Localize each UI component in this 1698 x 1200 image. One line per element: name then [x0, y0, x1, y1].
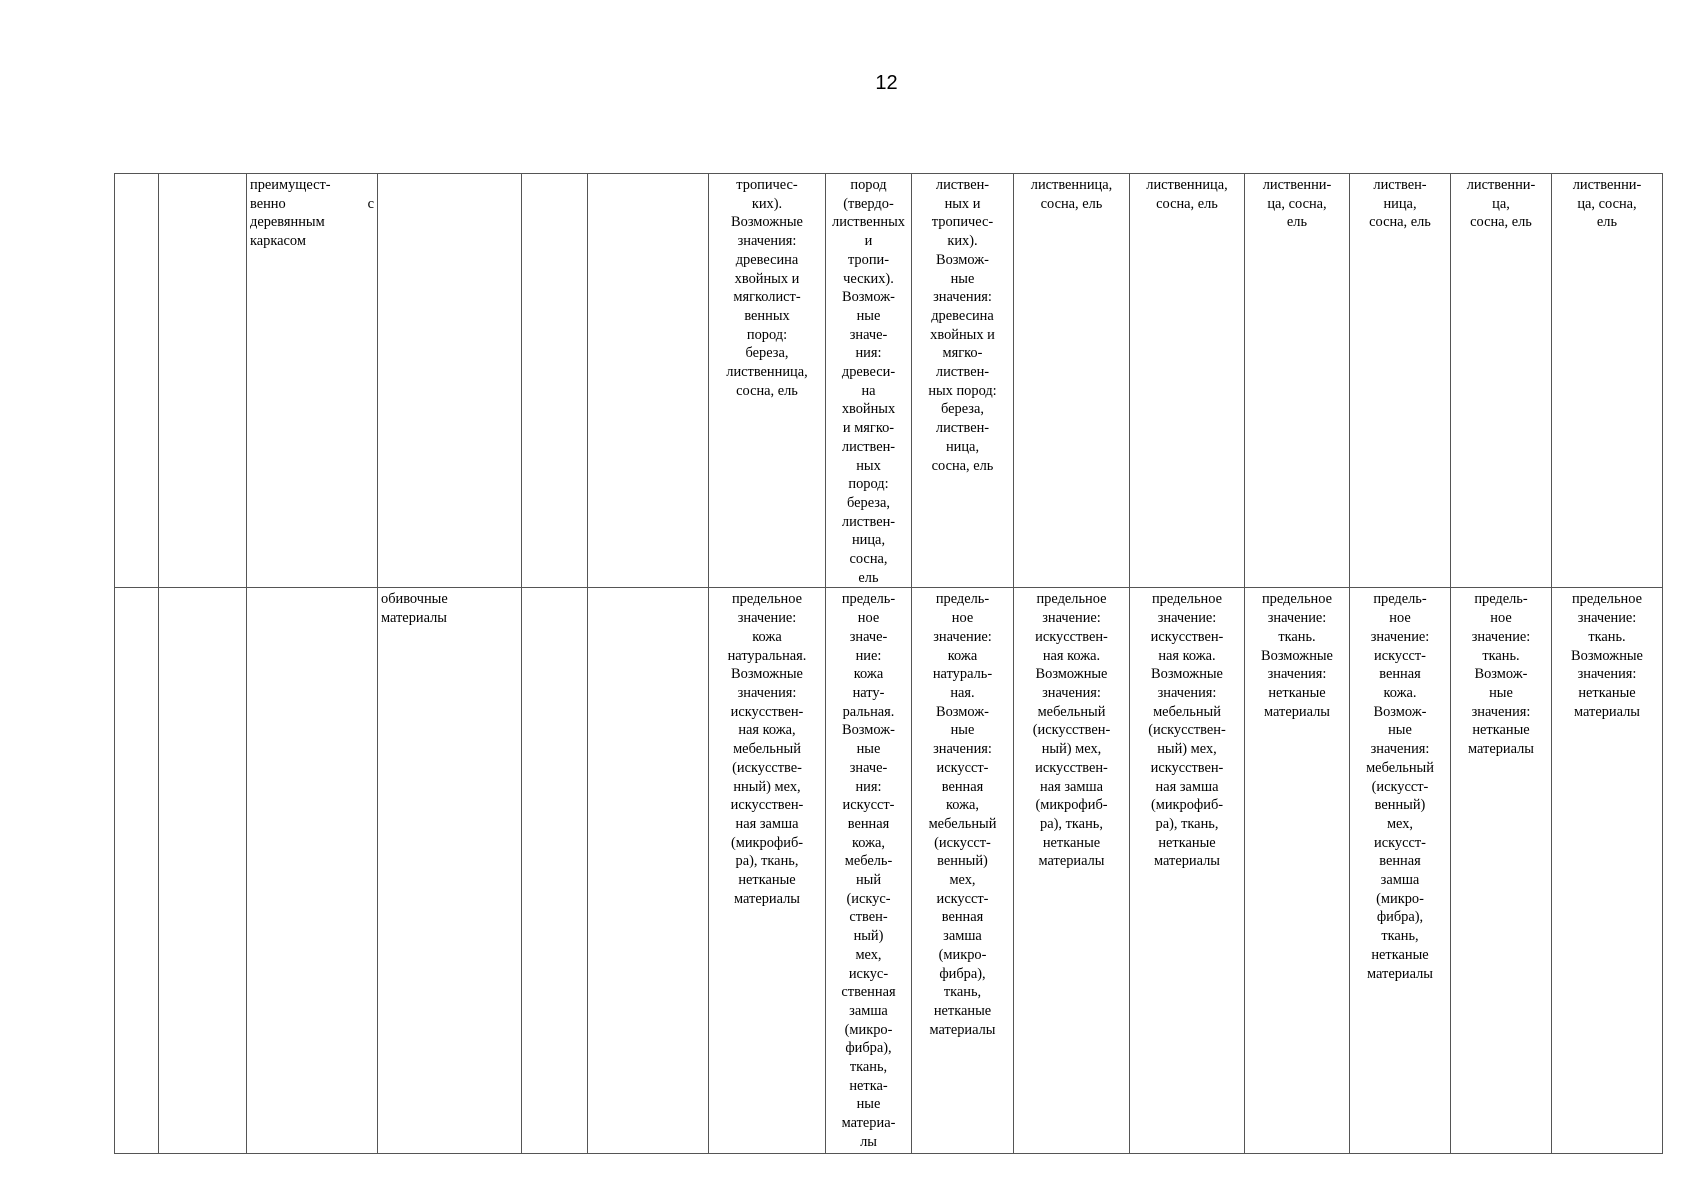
table-cell-r2-c14: предель- ное значение: ткань. Возмож- ные значения: нетканые материалы [1451, 588, 1552, 1154]
table-cell-r2-c6 [588, 588, 709, 1154]
table-cell-r1-c2 [159, 174, 247, 588]
table-cell-r2-c11: предельное значение: искусствен- ная кожа. Возможные значения: мебельный (искусствен- ный) мех, искусствен- ная замша (микрофиб- ра), ткань, нетканые материалы [1130, 588, 1245, 1154]
table-cell-r2-c7: предельное значение: кожа натуральная. Возможные значения: искусствен- ная кожа, мебельный (искусстве- нный) мех, искусствен- ная замша (микрофиб- ра), ткань, нетканые материалы [709, 588, 826, 1154]
table-cell-r1-c3 [247, 174, 378, 588]
table-cell-r1-c12: лиственни- ца, сосна, ель [1245, 174, 1350, 588]
page-number: 12 [875, 72, 898, 94]
table-cell-r1-c15: лиственни- ца, сосна, ель [1552, 174, 1663, 588]
table-cell-r1-c13: листвен- ница, сосна, ель [1350, 174, 1451, 588]
table-cell-r2-c2 [159, 588, 247, 1154]
cell-word: с [367, 195, 374, 212]
table-cell-r2-c12: предельное значение: ткань. Возможные значения: нетканые материалы [1245, 588, 1350, 1154]
table-cell-r2-c8: предель- ное значе- ние: кожа нату- ральная. Возмож- ные значе- ния: искусст- венная кожа, мебель- ный (искус- ствен- ный) мех, искус- ственная замша (микро- фибра), ткань, нетка- ные материа- лы [826, 588, 912, 1154]
table-cell-r2-c1 [115, 588, 159, 1154]
table-cell-r2-c3 [247, 588, 378, 1154]
cell-justified-line [250, 195, 374, 214]
table-cell-r2-c13: предель- ное значение: искусст- венная кожа. Возмож- ные значения: мебельный (искусст- венный) мех, искусст- венная замша (микро- фибра), ткань, нетканые материалы [1350, 588, 1451, 1154]
table-cell-r1-c5 [522, 174, 588, 588]
table-cell-r2-c10: предельное значение: искусствен- ная кожа. Возможные значения: мебельный (искусствен- ный) мех, искусствен- ная замша (микрофиб- ра), ткань, нетканые материалы [1014, 588, 1130, 1154]
table-row [115, 588, 1663, 1154]
table-cell-r1-c4 [378, 174, 522, 588]
table-cell-r2-c5 [522, 588, 588, 1154]
cell-line: преимущест- [250, 177, 331, 193]
table-cell-r1-c10: лиственница, сосна, ель [1014, 174, 1130, 588]
table-cell-r2-c9: предель- ное значение: кожа натураль- ная. Возмож- ные значения: искусст- венная кожа, мебельный (искусст- венный) мех, искусст- венная замша (микро- фибра), ткань, нетканые материалы [912, 588, 1014, 1154]
table-cell-r2-c15: предельное значение: ткань. Возможные значения: нетканые материалы [1552, 588, 1663, 1154]
table-cell-r1-c1 [115, 174, 159, 588]
table-cell-r1-c6 [588, 174, 709, 588]
cell-word: венно [250, 195, 286, 212]
table-cell-r1-c11: лиственница, сосна, ель [1130, 174, 1245, 588]
table-row [115, 174, 1663, 588]
table-cell-r1-c14: лиственни- ца, сосна, ель [1451, 174, 1552, 588]
table-cell-r1-c9: листвен- ных и тропичес- ких). Возмож- ные значения: древесина хвойных и мягко- листвен- ных пород: береза, листвен- ница, сосна, ель [912, 174, 1014, 588]
table-cell-r1-c8: пород (твердо- лиственных и тропи- ческих). Возмож- ные значе- ния: древеси- на хвойных и мягко- листвен- ных пород: береза, листвен- ница, сосна, ель [826, 174, 912, 588]
table-cell-r2-c4: обивочные материалы [378, 588, 522, 1154]
specification-table [114, 173, 1663, 1154]
cell-text: деревянным каркасом [250, 214, 325, 250]
table-cell-r1-c7: тропичес- ких). Возможные значения: древесина хвойных и мягколист- венных пород: береза, лиственница, сосна, ель [709, 174, 826, 588]
